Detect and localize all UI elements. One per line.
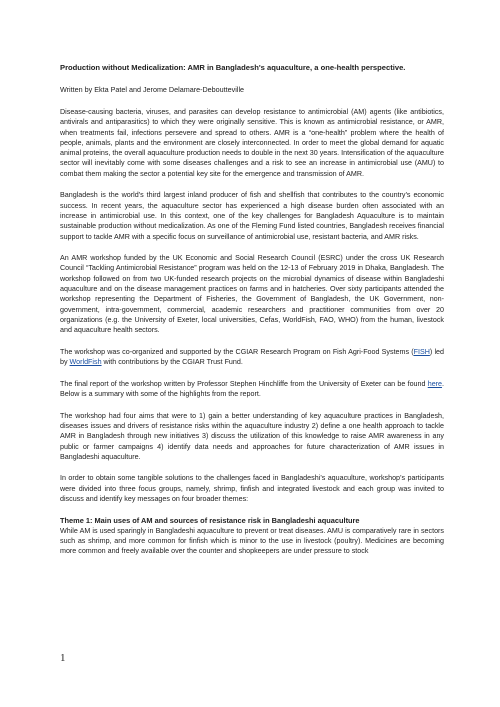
page-number: 1 xyxy=(60,652,66,664)
theme-1-heading: Theme 1: Main uses of AM and sources of resistance risk in Bangladeshi aquaculture xyxy=(60,515,360,525)
document-title: Production without Medicalization: AMR in Bangladesh's aquaculture, a one-health perspective. xyxy=(60,63,406,72)
organizers-text-a: The workshop was co-organized and supported by the CGIAR Research Program on Fish Agri-Food Systems ( xyxy=(60,347,414,356)
worldfish-link[interactable]: WorldFish xyxy=(69,358,102,367)
paragraph-workshop: An AMR workshop funded by the UK Economic and Social Research Council (ESRC) under the cross UK Research Council “Tackling Antimicrobial Resistance” program was held on the 12-13 of February 2019 in Dhaka, Bangladesh. The workshop followed on from two UK-funded research projects on the microbial dynamics of disease within Bangladeshi aquaculture and on the disease management practices on farms and in hatcheries. Over sixty participants attended the workshop representing the Department of Fisheries, the Government of Bangladesh, the UK Government, non-government, intra-government, commercial, academic researchers and practitioner communities from over 20 organizations (e.g. the University of Exeter, local universities, Cefas, WorldFish, FAO, WHO) from the human, livestock and aquaculture health sectors. xyxy=(60,254,444,335)
paragraph-intro: Disease-causing bacteria, viruses, and parasites can develop resistance to antimicrobial (AM) agents (like antibiotics, antivirals and antiparasitics) to which they were originally sensitive. This is known as antimicrobial resistance, or AMR, when treatments fail, infections persevere and spread to others. AMR is a “one-health” problem where the health of people, animals, plants and the environment are closely interconnected. In order to meet the global demand for aquatic animal proteins, the overall aquaculture production needs to double in the next 30 years. Intensification of the aquaculture sector will inevitably come with some diseases challenges and a risk to see an increase in antimicrobial use (AMU) to combat them making the sector a potential key site for the emergence and transmission of AMR. xyxy=(60,108,444,178)
report-text-b: . Below is a summary with some of the highlights from the report. xyxy=(60,379,444,399)
organizers-text-b: ) led by xyxy=(60,347,444,367)
paragraph-focus-groups: In order to obtain some tangible solutions to the challenges faced in Bangladeshi’s aquaculture, workshop’s participants were divided into three focus groups, namely, shrimp, finfish and integrated livestock and each group was invited to discuss and identify key messages on four broader themes: xyxy=(60,474,444,503)
paragraph-aims: The workshop had four aims that were to 1) gain a better understanding of key aquaculture practices in Bangladesh, diseases issues and drivers of resistance risks within the aquaculture industry 2) define a one health approach to tackle AMR in Bangladesh through new initiatives 3) discuss the utilization of this knowledge to raise AMR awareness in any public or farmer campaigns 4) identify data needs and approaches for future characterization of AMR issues in Bangladeshi aquaculture. xyxy=(60,411,444,461)
paragraph-organizers xyxy=(60,347,444,368)
paragraph-theme-1: While AM is used sparingly in Bangladeshi aquaculture to prevent or treat diseases. AMU is comparatively rare in sectors such as shrimp, and more common for finfish which is minor to the use in livestock (poultry). Medicines are becoming more common and freely available over the counter and shopkeepers are under pressure to stock xyxy=(60,526,444,556)
author-byline: Written by Ekta Patel and Jerome Delamare-Deboutteville xyxy=(60,85,245,94)
paragraph-report xyxy=(60,379,444,400)
fish-link[interactable]: FISH xyxy=(413,347,430,356)
report-text-a: The final report of the workshop written by Professor Stephen Hinchliffe from the University of Exeter can be found xyxy=(60,379,428,388)
report-here-link[interactable]: here xyxy=(427,379,443,388)
paragraph-bangladesh: Bangladesh is the world’s third largest inland producer of fish and shellfish that contributes to the country’s economic success. In recent years, the aquaculture sector has experienced a high disease burden often associated with an increase in antimicrobial use. In this context, one of the key challenges for Bangladesh Aquaculture is to maintain sustainable production without medicalization. As one of the Fleming Fund listed countries, Bangladesh receives financial support to tackle AMR with a specific focus on surveillance of antimicrobial use, resistant bacteria, and AMR risks. xyxy=(60,191,444,241)
organizers-text-c: with contributions by the CGIAR Trust Fund. xyxy=(101,358,243,367)
